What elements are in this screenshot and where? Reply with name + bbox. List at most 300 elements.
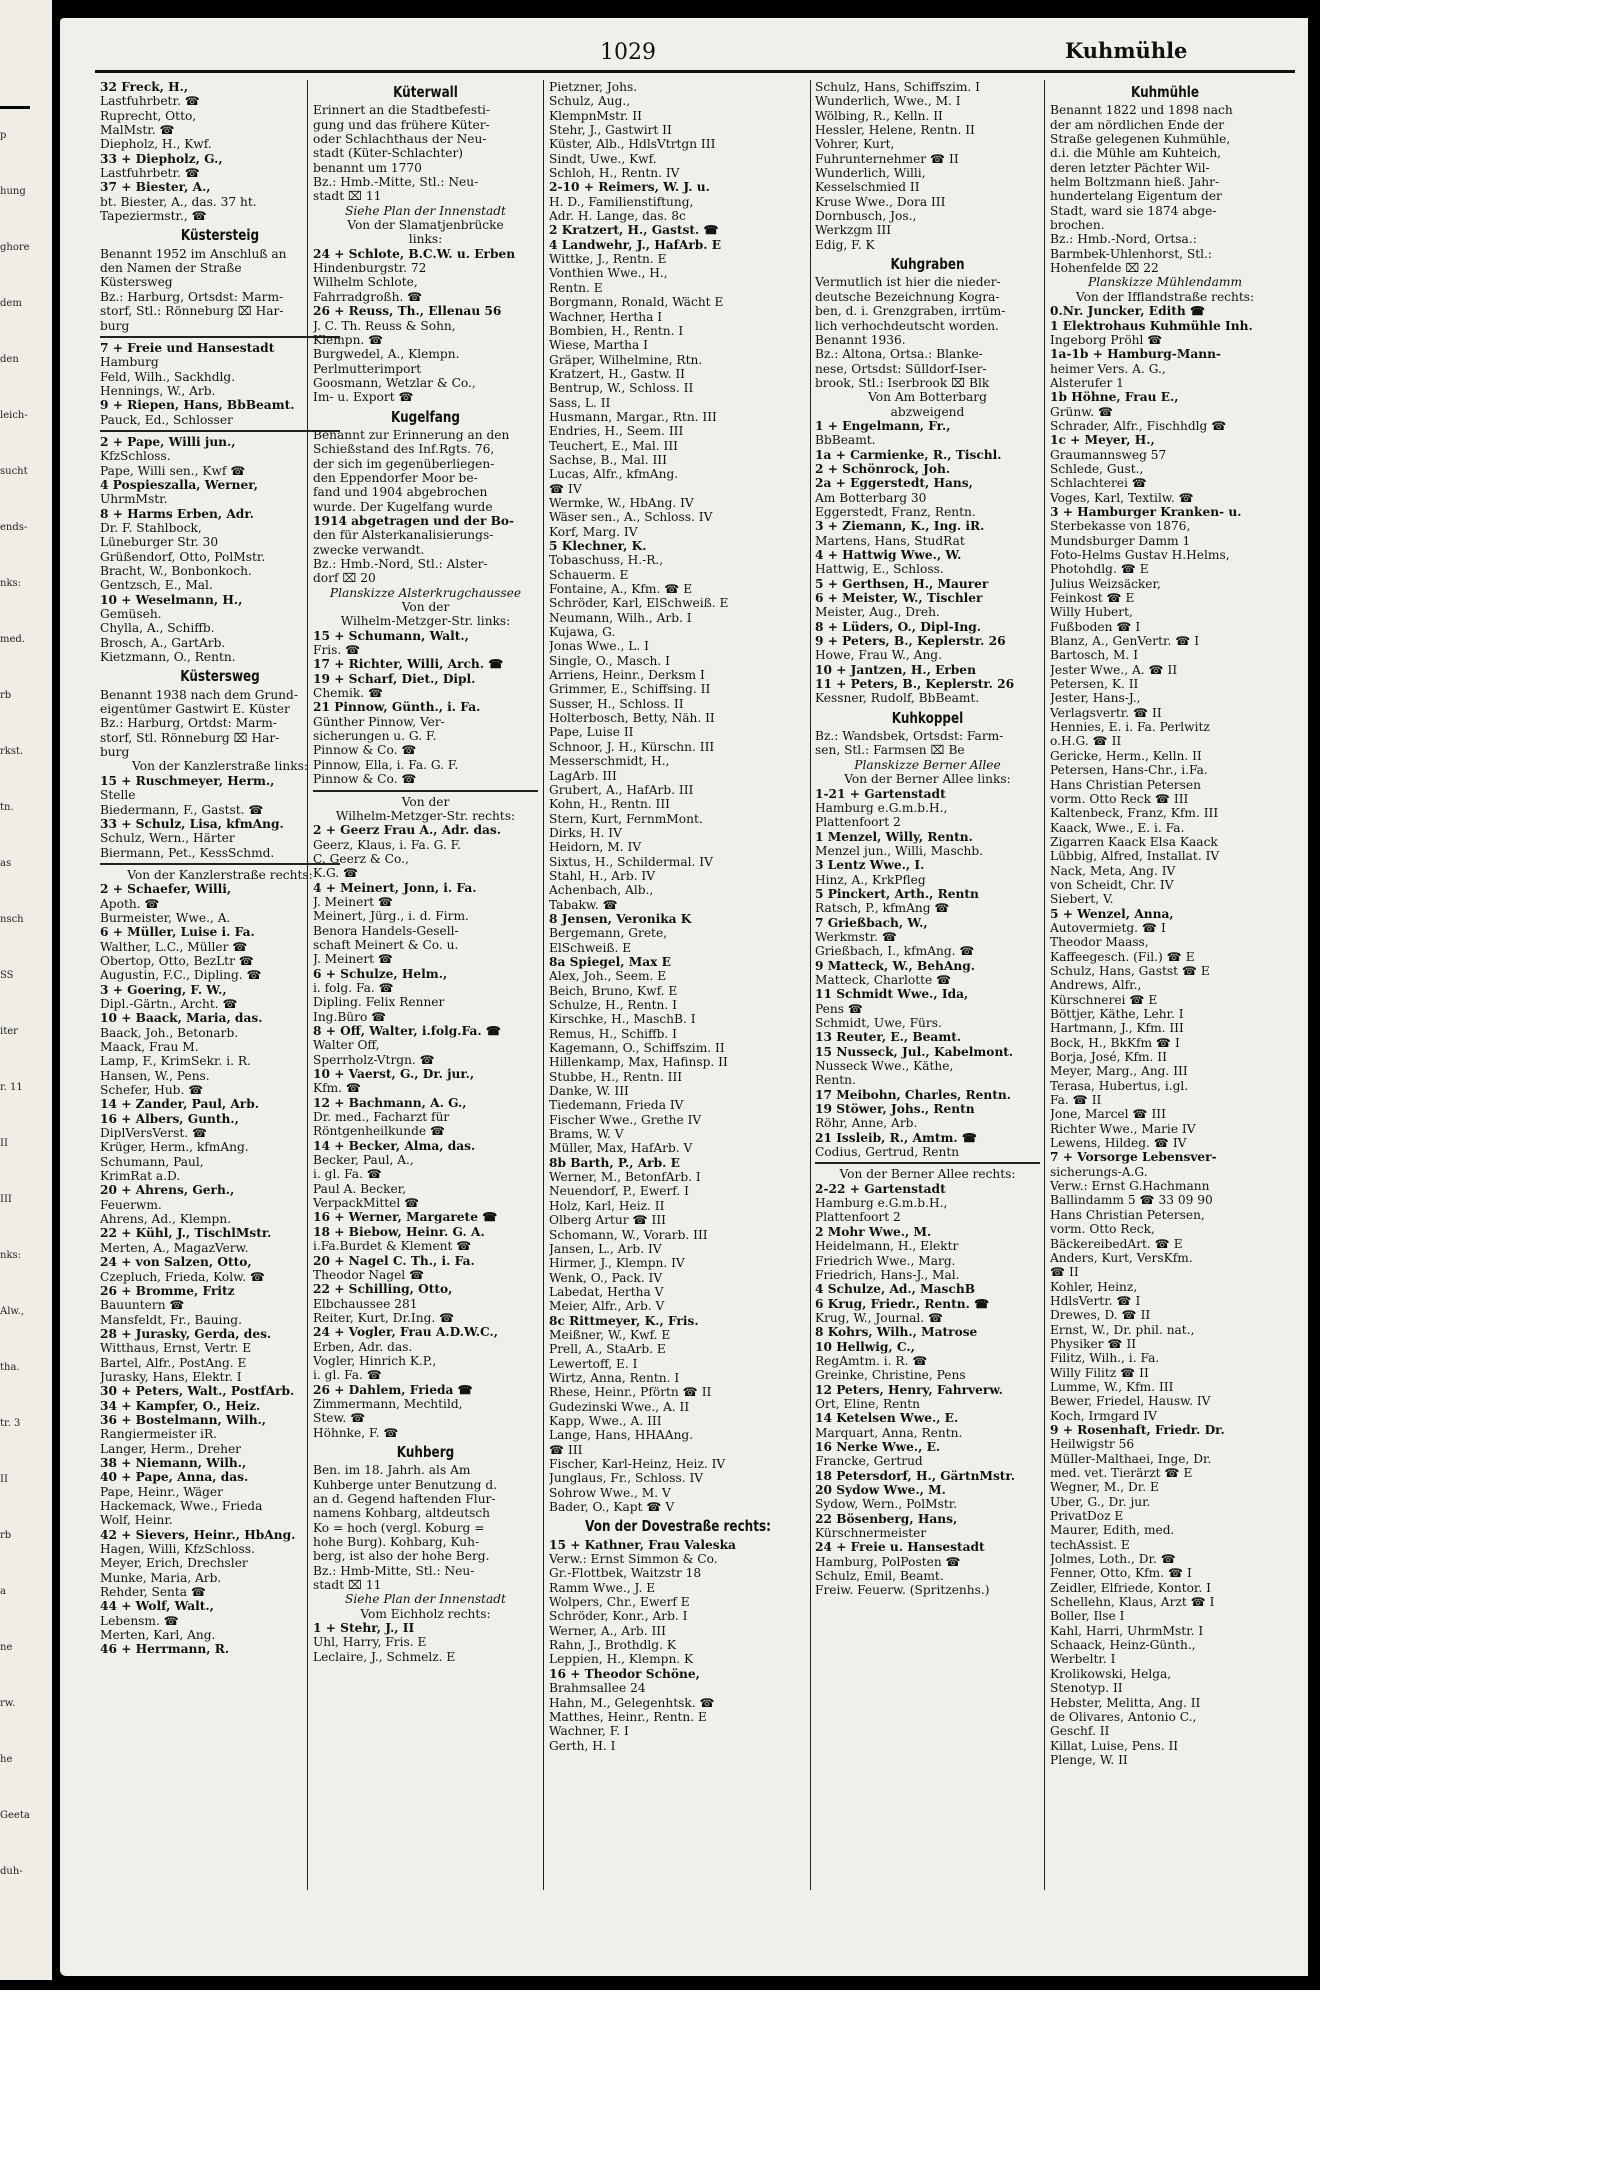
directory-entry: Bartel, Alfr., PostAng. E [100,1355,247,1370]
directory-entry: 34 + Kampfer, O., Heiz. [100,1398,261,1413]
directory-entry: Czepluch, Frieda, Kolw. ☎ [100,1269,266,1284]
directory-entry: 2 Kratzert, H., Gastst. ☎ [549,223,719,238]
directory-entry: Jone, Marcel ☎ III [1050,1107,1166,1122]
directory-entry: Fris. ☎ [313,643,361,658]
directory-entry: Nack, Meta, Ang. IV [1050,863,1176,878]
directory-entry: 6 + Müller, Luise i. Fa. [100,925,255,940]
directory-entry: Hillenkamp, Max, Hafinsp. II [549,1055,728,1070]
directory-entry: Sohrow Wwe., M. V [549,1485,671,1500]
directory-entry: Kürschnerei ☎ E [1050,992,1158,1007]
facing-page-fragment: tr. 3 [0,1418,21,1429]
directory-entry: Killat, Luise, Pens. II [1050,1738,1179,1753]
directory-entry: 4 Pospieszalla, Werner, [100,477,259,492]
directory-entry: den Namen der Straße [100,261,242,276]
street-heading: Kuhgraben [890,255,965,274]
directory-entry: 1-21 + Gartenstadt [815,786,946,801]
directory-entry: Menzel jun., Willi, Maschb. [815,843,984,858]
directory-entry: med. vet. Tierärzt ☎ E [1050,1466,1193,1480]
directory-entry: Lastfuhrbetr. ☎ [100,166,200,181]
directory-entry: J. C. Th. Reuss & Sohn, [313,318,456,333]
directory-entry: Hamburg e.G.m.b.H., [815,1196,948,1211]
directory-entry: Fischer Wwe., Grethe IV [549,1112,702,1127]
directory-entry: KfzSchloss. [100,449,171,464]
column-divider [810,80,811,1890]
directory-entry: 42 + Sievers, Heinr., HbAng. [100,1527,296,1542]
directory-entry: Bentrup, W., Schloss. II [549,381,694,396]
directory-entry: 10 + Jantzen, H., Erben [815,662,976,677]
directory-entry: Kagemann, O., Schiffszim. II [549,1041,725,1056]
directory-entry: i. folg. Fa. ☎ [313,980,394,995]
directory-entry: Alex, Joh., Seem. E [549,969,667,984]
directory-entry: Eggerstedt, Franz, Rentn. [815,504,976,519]
directory-entry: Reiter, Kurt, Dr.Ing. ☎ [313,1310,455,1325]
directory-entry: Ort, Eline, Rentn [815,1396,920,1411]
directory-entry: Jurasky, Hans, Elektr. I [100,1369,242,1384]
directory-entry: KlempnMstr. II [549,108,642,123]
directory-entry: Jester Wwe., A. ☎ II [1050,662,1178,677]
directory-entry: 9 Matteck, W., BehAng. [815,958,975,973]
directory-entry: deutsche Bezeichnung Kogra- [815,289,1000,304]
directory-entry: 5 + Gerthsen, H., Maurer [815,576,989,591]
directory-entry: 3 + Goering, F. W., [100,982,227,997]
directory-entry: 1 Elektrohaus Kuhmühle Inh. [1050,318,1253,333]
directory-entry: Verw.: Ernst Simmon & Co. [549,1552,718,1567]
directory-entry: Kohler, Heinz, [1050,1279,1138,1294]
directory-entry: burg [100,318,130,333]
directory-entry: i. gl. Fa. ☎ [313,1368,382,1383]
directory-entry: Baack, Joh., Betonarb. [100,1025,239,1040]
directory-entry: Schulz, Emil, Beamt. [815,1569,944,1584]
directory-entry: Von der Berner Allee links: [844,772,1011,787]
directory-entry: Stadt, ward sie 1874 abge- [1050,203,1217,218]
directory-entry: Theodor Nagel ☎ [313,1267,425,1282]
directory-entry: Wilhelm-Metzger-Str. links: [340,614,511,629]
street-heading: Kuhkoppel [891,708,964,727]
directory-entry: 5 Klechner, K. [549,539,647,553]
directory-entry: 1 Menzel, Willy, Rentn. [815,829,973,844]
directory-entry: 16 + Theodor Schöne, [549,1666,700,1681]
directory-entry: Elbchaussee 281 [313,1296,418,1311]
directory-entry: Wittke, J., Rentn. E [549,252,667,267]
directory-entry: Sass, L. II [549,395,611,410]
directory-entry: 2 + Geerz Frau A., Adr. das. [313,823,502,838]
directory-entry: Biedermann, F., Gastst. ☎ [100,802,264,817]
directory-entry: Stahl, H., Arb. IV [549,868,656,883]
directory-entry: 16 Nerke Wwe., E. [815,1439,941,1454]
directory-entry: Am Botterbarg 30 [815,490,927,505]
directory-entry: Wunderlich, Wwe., M. I [815,94,961,109]
directory-entry: berg, ist also der hohe Berg. [313,1549,490,1564]
directory-entry: Gerth, H. I [549,1738,616,1753]
directory-entry: Paul A. Becker, [313,1181,407,1196]
directory-entry: Photohdlg. ☎ E [1050,562,1149,577]
directory-entry: Bombien, H., Rentn. I [549,323,684,338]
directory-entry: ben, d. i. Grenzgraben, irrtüm- [815,304,1006,319]
directory-entry: Merten, Karl, Ang. [100,1628,216,1643]
directory-entry: Tobaschuss, H.-R., [549,553,664,568]
directory-entry: Hennies, E. i. Fa. Perlwitz [1050,720,1210,735]
directory-entry: eigentümer Gastwirt E. Küster [100,702,290,717]
directory-entry: Dornbusch, Jos., [815,209,917,224]
directory-entry: Zigarren Kaack Elsa Kaack [1050,834,1218,849]
directory-entry: Kirschke, H., MaschB. I [549,1012,696,1027]
directory-entry: Dipling. Felix Renner [313,995,445,1010]
directory-entry: Krüger, Herm., kfmAng. [100,1140,249,1155]
directory-entry: ☎ IV [549,481,582,496]
facing-page-fragment: II [0,1474,8,1485]
directory-entry: Meißner, W., Kwf. E [549,1327,671,1342]
directory-entry: 8c Rittmeyer, K., Fris. [549,1313,699,1328]
directory-entry: 4 Landwehr, J., HafArb. E [549,237,722,252]
directory-entry: Wilhelm-Metzger-Str. rechts: [335,808,516,823]
directory-entry: Hansen, W., Pens. [100,1068,210,1083]
directory-entry: Ramm Wwe., J. E [549,1580,656,1595]
directory-entry: 18 Petersdorf, H., GärtnMstr. [815,1468,1015,1483]
directory-entry: Leppien, H., Klempn. K [549,1652,694,1667]
directory-entry: Schießstand des Inf.Rgts. 76, [313,442,495,457]
directory-entry: Hindenburgstr. 72 [313,261,427,276]
directory-entry: 2-10 + Reimers, W. J. u. [549,180,710,195]
directory-entry: burg [100,745,130,760]
directory-entry: Ko = hoch (vergl. Koburg = [313,1520,485,1535]
directory-entry: 8a Spiegel, Max E [549,954,671,969]
directory-entry: Danke, W. III [549,1084,629,1099]
directory-entry: Stenotyp. II [1050,1681,1123,1696]
directory-entry: Grimmer, E., Schiffsing. II [549,682,711,697]
directory-entry: 10 + Weselmann, H., [100,592,243,607]
facing-page-fragment: ghore [0,242,30,253]
facing-page-rule [0,106,30,109]
directory-entry: Ing.Büro ☎ [313,1009,387,1024]
directory-entry: Gudezinski Wwe., A. II [549,1399,690,1414]
directory-entry: schaft Meinert & Co. u. [313,937,459,952]
directory-entry: Tapeziermstr., ☎ [100,209,207,224]
facing-page-fragment: den [0,354,19,365]
directory-entry: Pape, Heinr., Wäger [100,1484,223,1499]
section-rule [100,336,340,338]
directory-entry: Fahrradgroßh. ☎ [313,289,423,304]
directory-entry: Single, O., Masch. I [549,653,670,668]
directory-entry: 6 + Schulze, Helm., [313,966,448,981]
directory-entry: Wegner, M., Dr. E [1050,1480,1159,1495]
directory-entry: Tiedemann, Frieda IV [549,1098,684,1113]
directory-entry: brochen. [1050,218,1105,233]
directory-entry: zwecke verwandt. [313,542,425,557]
directory-entry: Geschf. II [1050,1724,1110,1739]
directory-entry: abzweigend [890,404,965,419]
directory-entry: fand und 1904 abgebrochen [313,485,488,500]
directory-entry: 12 Peters, Henry, Fahrverw. [815,1382,1003,1397]
directory-entry: Neumann, Wilh., Arb. I [549,610,692,625]
directory-entry: Jolmes, Loth., Dr. ☎ [1050,1552,1176,1567]
directory-entry: Sperrholz-Vtrgn. ☎ [313,1052,435,1067]
directory-entry: Stehr, J., Gastwirt II [549,123,672,138]
directory-entry: ☎ II [1050,1265,1079,1280]
facing-page-fragment: Alw., [0,1306,25,1317]
directory-entry: Kujawa, G. [549,625,616,640]
directory-entry: Lübbig, Alfred, Installat. IV [1050,849,1220,864]
directory-entry: Bauuntern ☎ [100,1298,185,1313]
directory-entry: Benora Handels-Gesell- [313,923,459,938]
directory-entry: Witthaus, Ernst, Vertr. E [100,1341,252,1356]
directory-entry: Ingeborg Pröhl ☎ [1050,332,1163,347]
directory-entry: Fuhrunternehmer ☎ II [815,151,959,166]
directory-entry: Gr.-Flottbek, Waitzstr 18 [549,1566,702,1581]
facing-page-fragment: he [0,1754,13,1765]
facing-page-fragment: rb [0,690,12,701]
directory-entry: Vom Eichholz rechts: [360,1606,491,1621]
directory-entry: 15 Nusseck, Jul., Kabelmont. [815,1044,1014,1059]
directory-entry: Wilhelm Schlote, [313,275,418,290]
section-rule [815,1162,1040,1164]
directory-entry: Planskizze Mühlendamm [1088,275,1242,290]
directory-entry: dorf ⌧ 20 [313,571,376,586]
directory-entry: Dirks, H. IV [549,825,622,840]
directory-entry: benannt um 1770 [313,160,422,175]
directory-entry: Rangiermeister iR. [100,1427,217,1442]
directory-entry: Straße gelegenen Kuhmühle, [1050,132,1231,147]
directory-entry: Kaltenbeck, Franz, Kfm. III [1050,806,1219,821]
directory-entry: Heidelmann, H., Elektr [815,1239,959,1254]
directory-entry: Bz.: Hmb.-Nord, Stl.: Alster- [313,557,488,571]
directory-entry: Kaack, Wwe., E. i. Fa. [1050,820,1185,835]
directory-entry: 15 + Kathner, Frau Valeska [549,1537,736,1552]
directory-entry: Feinkost ☎ E [1050,591,1135,606]
directory-entry: 7 + Vorsorge Lebensver- [1050,1150,1217,1165]
directory-entry: Mansfeldt, Fr., Bauing. [100,1312,242,1327]
directory-entry: Von der Ifflandstraße rechts: [1075,289,1255,304]
directory-entry: 3 + Ziemann, K., Ing. iR. [815,519,985,534]
directory-entry: Wiese, Martha I [549,338,648,353]
directory-entry: Sydow, Wern., PolMstr. [815,1497,958,1512]
directory-entry: Matteck, Charlotte ☎ [815,972,952,987]
directory-entry: Schröder, Konr., Arb. I [549,1609,688,1624]
directory-entry: Schumann, Paul, [100,1154,204,1169]
directory-entry: Schmidt, Uwe, Fürs. [815,1016,942,1030]
directory-entry: Filitz, Wilh., i. Fa. [1050,1351,1160,1366]
directory-entry: hundertelang Eigentum der [1050,189,1222,204]
directory-entry: Vohrer, Kurt, [815,137,895,152]
directory-entry: Bader, O., Kapt ☎ V [549,1500,675,1515]
directory-entry: Ballindamm 5 ☎ 33 09 90 [1050,1193,1213,1208]
directory-entry: Schomann, W., Vorarb. III [549,1227,708,1242]
directory-entry: Plattenfoort 2 [815,1210,901,1225]
directory-entry: Barmbek-Uhlenhorst, Stl.: [1050,246,1213,261]
directory-entry: Mundsburger Damm 1 [1050,533,1191,548]
directory-entry: Leclaire, J., Schmelz. E [313,1649,456,1664]
directory-entry: Lebensm. ☎ [100,1613,179,1628]
directory-entry: de Olivares, Antonio C., [1050,1709,1197,1724]
directory-entry: Langer, Herm., Dreher [100,1441,241,1456]
directory-entry: Werkzgm III [815,223,892,238]
directory-entry: Heidorn, M. IV [549,840,642,855]
directory-entry: helm Boltzmann hieß. Jahr- [1050,175,1220,190]
directory-entry: Stew. ☎ [313,1411,366,1426]
directory-entry: 16 + Albers, Gunth., [100,1111,239,1126]
directory-entry: 11 + Peters, B., Keplerstr. 26 [815,677,1015,692]
directory-entry: 26 + Reuss, Th., Ellenau 56 [313,304,502,319]
directory-entry: Brams, W. V [549,1127,624,1142]
directory-entry: 38 + Niemann, Wilh., [100,1455,247,1470]
directory-entry: Howe, Frau W., Ang. [815,648,942,663]
facing-page-fragment: dem [0,298,22,309]
directory-entry: Sixtus, H., Schildermal. IV [549,854,713,869]
directory-entry: Bergemann, Grete, [549,926,668,941]
directory-entry: Labedat, Hertha V [549,1284,664,1299]
directory-entry: 28 + Jurasky, Gerda, des. [100,1326,272,1341]
directory-entry: Bz.: Hmb.-Mitte, Stl.: Neu- [313,175,479,190]
directory-entry: Planskizze Alsterkrugchaussee [329,585,522,600]
directory-entry: Prell, A., StaArb. E [549,1342,666,1357]
directory-entry: 14 Ketelsen Wwe., E. [815,1411,959,1426]
directory-entry: 20 Sydow Wwe., M. [815,1483,946,1497]
directory-entry: 13 Reuter, E., Beamt. [815,1030,962,1045]
directory-entry: Zimmermann, Mechtild, [313,1396,463,1411]
directory-entry: 10 Hellwig, C., [815,1339,915,1354]
directory-entry: i. gl. Fa. ☎ [313,1167,382,1182]
directory-entry: Bewer, Friedel, Hausw. IV [1050,1394,1211,1409]
directory-entry: 1c + Meyer, H., [1050,433,1155,448]
directory-entry: 1914 abgetragen und der Bo- [313,513,515,528]
directory-entry: Freiw. Feuerw. (Spritzenhs.) [815,1583,990,1598]
directory-entry: ElSchweiß. E [549,940,632,955]
directory-entry: Bartosch, M. I [1050,648,1139,663]
directory-entry: von Scheidt, Chr. IV [1050,877,1174,892]
directory-entry: Fontaine, A., Kfm. ☎ E [549,582,693,597]
directory-entry: Anders, Kurt, VersKfm. [1050,1250,1193,1265]
directory-entry: Kahl, Harri, UhrmMstr. I [1050,1623,1204,1638]
column-3 [549,80,807,1753]
directory-entry: Diepholz, H., Kwf. [100,137,212,152]
directory-entry: Von der Kanzlerstraße links: [132,759,308,774]
directory-entry: Pens ☎ [815,1001,864,1016]
facing-page-fragment: leich- [0,410,28,421]
directory-entry: Schulz, Wern., Härter [100,831,235,846]
directory-entry: Foto-Helms Gustav H.Helms, [1050,548,1230,562]
directory-entry: Meier, Alfr., Arb. V [549,1299,665,1314]
directory-entry: Willy Filitz ☎ II [1050,1365,1149,1380]
directory-entry: Lüneburger Str. 30 [100,535,219,550]
facing-page-fragment: a [0,1586,6,1597]
directory-entry: Codius, Gertrud, Rentn [815,1145,960,1160]
directory-entry: Maack, Frau M. [100,1040,199,1054]
directory-entry: Achenbach, Alb., [549,883,654,898]
column-divider [1044,80,1045,1890]
facing-page-fragment: duh- [0,1866,23,1877]
directory-entry: storf, Stl.: Rönneburg ⌧ Har- [100,304,284,319]
directory-entry: der am nördlichen Ende der [1050,117,1225,132]
directory-entry: 9 + Riepen, Hans, BbBeamt. [100,398,295,413]
section-rule [100,430,340,432]
facing-page-fragment: rb [0,1530,12,1541]
directory-entry: KrimRat a.D. [100,1169,181,1184]
directory-entry: Goosmann, Wetzlar & Co., [313,375,476,390]
directory-entry: den Eppendorfer Moor be- [313,470,478,485]
directory-entry: Gräper, Wilhelmine, Rtn. [549,352,703,367]
directory-entry: namens Kohbarg, altdeutsch [313,1506,491,1521]
directory-entry: 14 + Zander, Paul, Arb. [100,1097,259,1112]
directory-entry: 24 + Vogler, Frau A.D.W.C., [313,1325,498,1340]
directory-entry: hohe Burg). Kohbarg, Kuh- [313,1535,480,1550]
directory-entry: Greinke, Christine, Pens [815,1368,966,1383]
directory-entry: Neuendorf, P., Ewerf. I [549,1184,689,1199]
directory-entry: Wäser sen., A., Schloss. IV [549,510,713,525]
directory-entry: 40 + Pape, Anna, das. [100,1470,249,1485]
directory-entry: Vonthien Wwe., H., [549,266,668,281]
directory-entry: Werner, M., BetonfArb. I [549,1170,701,1185]
column-divider [543,80,544,1890]
directory-entry: sicherungs-A.G. [1050,1164,1148,1179]
directory-entry: Dr. F. Stahlbock, [100,520,202,535]
directory-entry: Lamp, F., KrimSekr. i. R. [100,1054,251,1069]
directory-entry: 30 + Peters, Walt., PostfArb. [100,1384,295,1399]
directory-entry: links: [408,232,443,247]
facing-page-fragment: nks: [0,578,22,589]
directory-entry: Küstersweg [100,275,173,290]
directory-entry: Pape, Luise II [549,725,634,740]
directory-entry: 33 + Schulz, Lisa, kfmAng. [100,816,284,831]
directory-entry: Teuchert, E., Mal. III [549,438,678,453]
directory-entry: Schauerm. E [549,567,629,582]
directory-entry: ☎ III [549,1442,583,1457]
directory-entry: Autovermietg. ☎ I [1050,920,1166,935]
directory-entry: Hackemack, Wwe., Frieda [100,1499,263,1513]
directory-entry: Blanz, A., GenVertr. ☎ I [1050,634,1200,649]
directory-entry: Wachner, F. I [549,1724,629,1739]
directory-entry: Stern, Kurt, FernmMont. [549,811,703,826]
column-5 [1050,80,1280,1767]
directory-entry: Bracht, W., Bonbonkoch. [100,564,252,578]
directory-entry: 20 + Ahrens, Gerh., [100,1183,235,1198]
street-heading: Küstersweg [180,667,260,686]
directory-entry: Graumannsweg 57 [1050,447,1167,462]
directory-entry: Werner, A., Arb. III [549,1623,666,1638]
directory-entry: Munke, Maria, Arb. [100,1570,222,1585]
directory-entry: 3 Lentz Wwe., I. [815,858,925,873]
facing-page-fragment: r. 11 [0,1082,23,1093]
directory-entry: Wermke, W., HbAng. IV [549,495,694,510]
directory-entry: Plenge, W. II [1050,1752,1128,1767]
directory-entry: VerpackMittel ☎ [313,1196,420,1211]
directory-entry: Wolpers, Chr., Ewerf E [549,1595,690,1610]
directory-entry: Maurer, Edith, med. [1050,1523,1175,1538]
directory-entry: 8 + Lüders, O., Dipl-Ing. [815,619,982,634]
directory-entry: Hinz, A., KrkPfleg [815,872,926,887]
directory-entry: den für Alsterkanalisierungs- [313,528,494,543]
directory-entry: Bz.: Altona, Ortsa.: Blanke- [815,347,983,362]
directory-entry: 26 + Dahlem, Frieda ☎ [313,1382,473,1397]
directory-entry: wurde. Der Kugelfang wurde [313,499,493,514]
directory-entry: Augustin, F.C., Dipling. ☎ [100,968,262,983]
directory-entry: Uber, G., Dr. jur. [1050,1494,1151,1509]
directory-entry: Schellehn, Klaus, Arzt ☎ I [1050,1595,1215,1610]
directory-entry: Lumme, W., Kfm. III [1050,1379,1174,1394]
directory-entry: 1a + Carmienke, R., Tischl. [815,447,1002,462]
directory-entry: Siehe Plan der Innenstadt [345,203,506,218]
directory-entry: 22 Bösenberg, Hans, [815,1511,958,1526]
facing-page-fragment: med. [0,634,25,645]
directory-entry: Kesselschmied II [815,180,920,195]
directory-entry: UhrmMstr. [100,492,168,507]
directory-entry: 19 Stöwer, Johs., Rentn [815,1102,975,1117]
directory-entry: Friedrich, Hans-J., Mal. [815,1267,960,1282]
directory-entry: 7 Grießbach, W., [815,915,928,930]
directory-entry: Walter Off, [313,1038,380,1053]
directory-entry: Von der Slamatjenbrücke [347,218,504,233]
directory-entry: Bz.: Hmb-Mitte, Stl.: Neu- [313,1563,475,1578]
facing-page-fragment: nks: [0,1250,22,1261]
directory-entry: Drewes, D. ☎ II [1050,1308,1151,1323]
